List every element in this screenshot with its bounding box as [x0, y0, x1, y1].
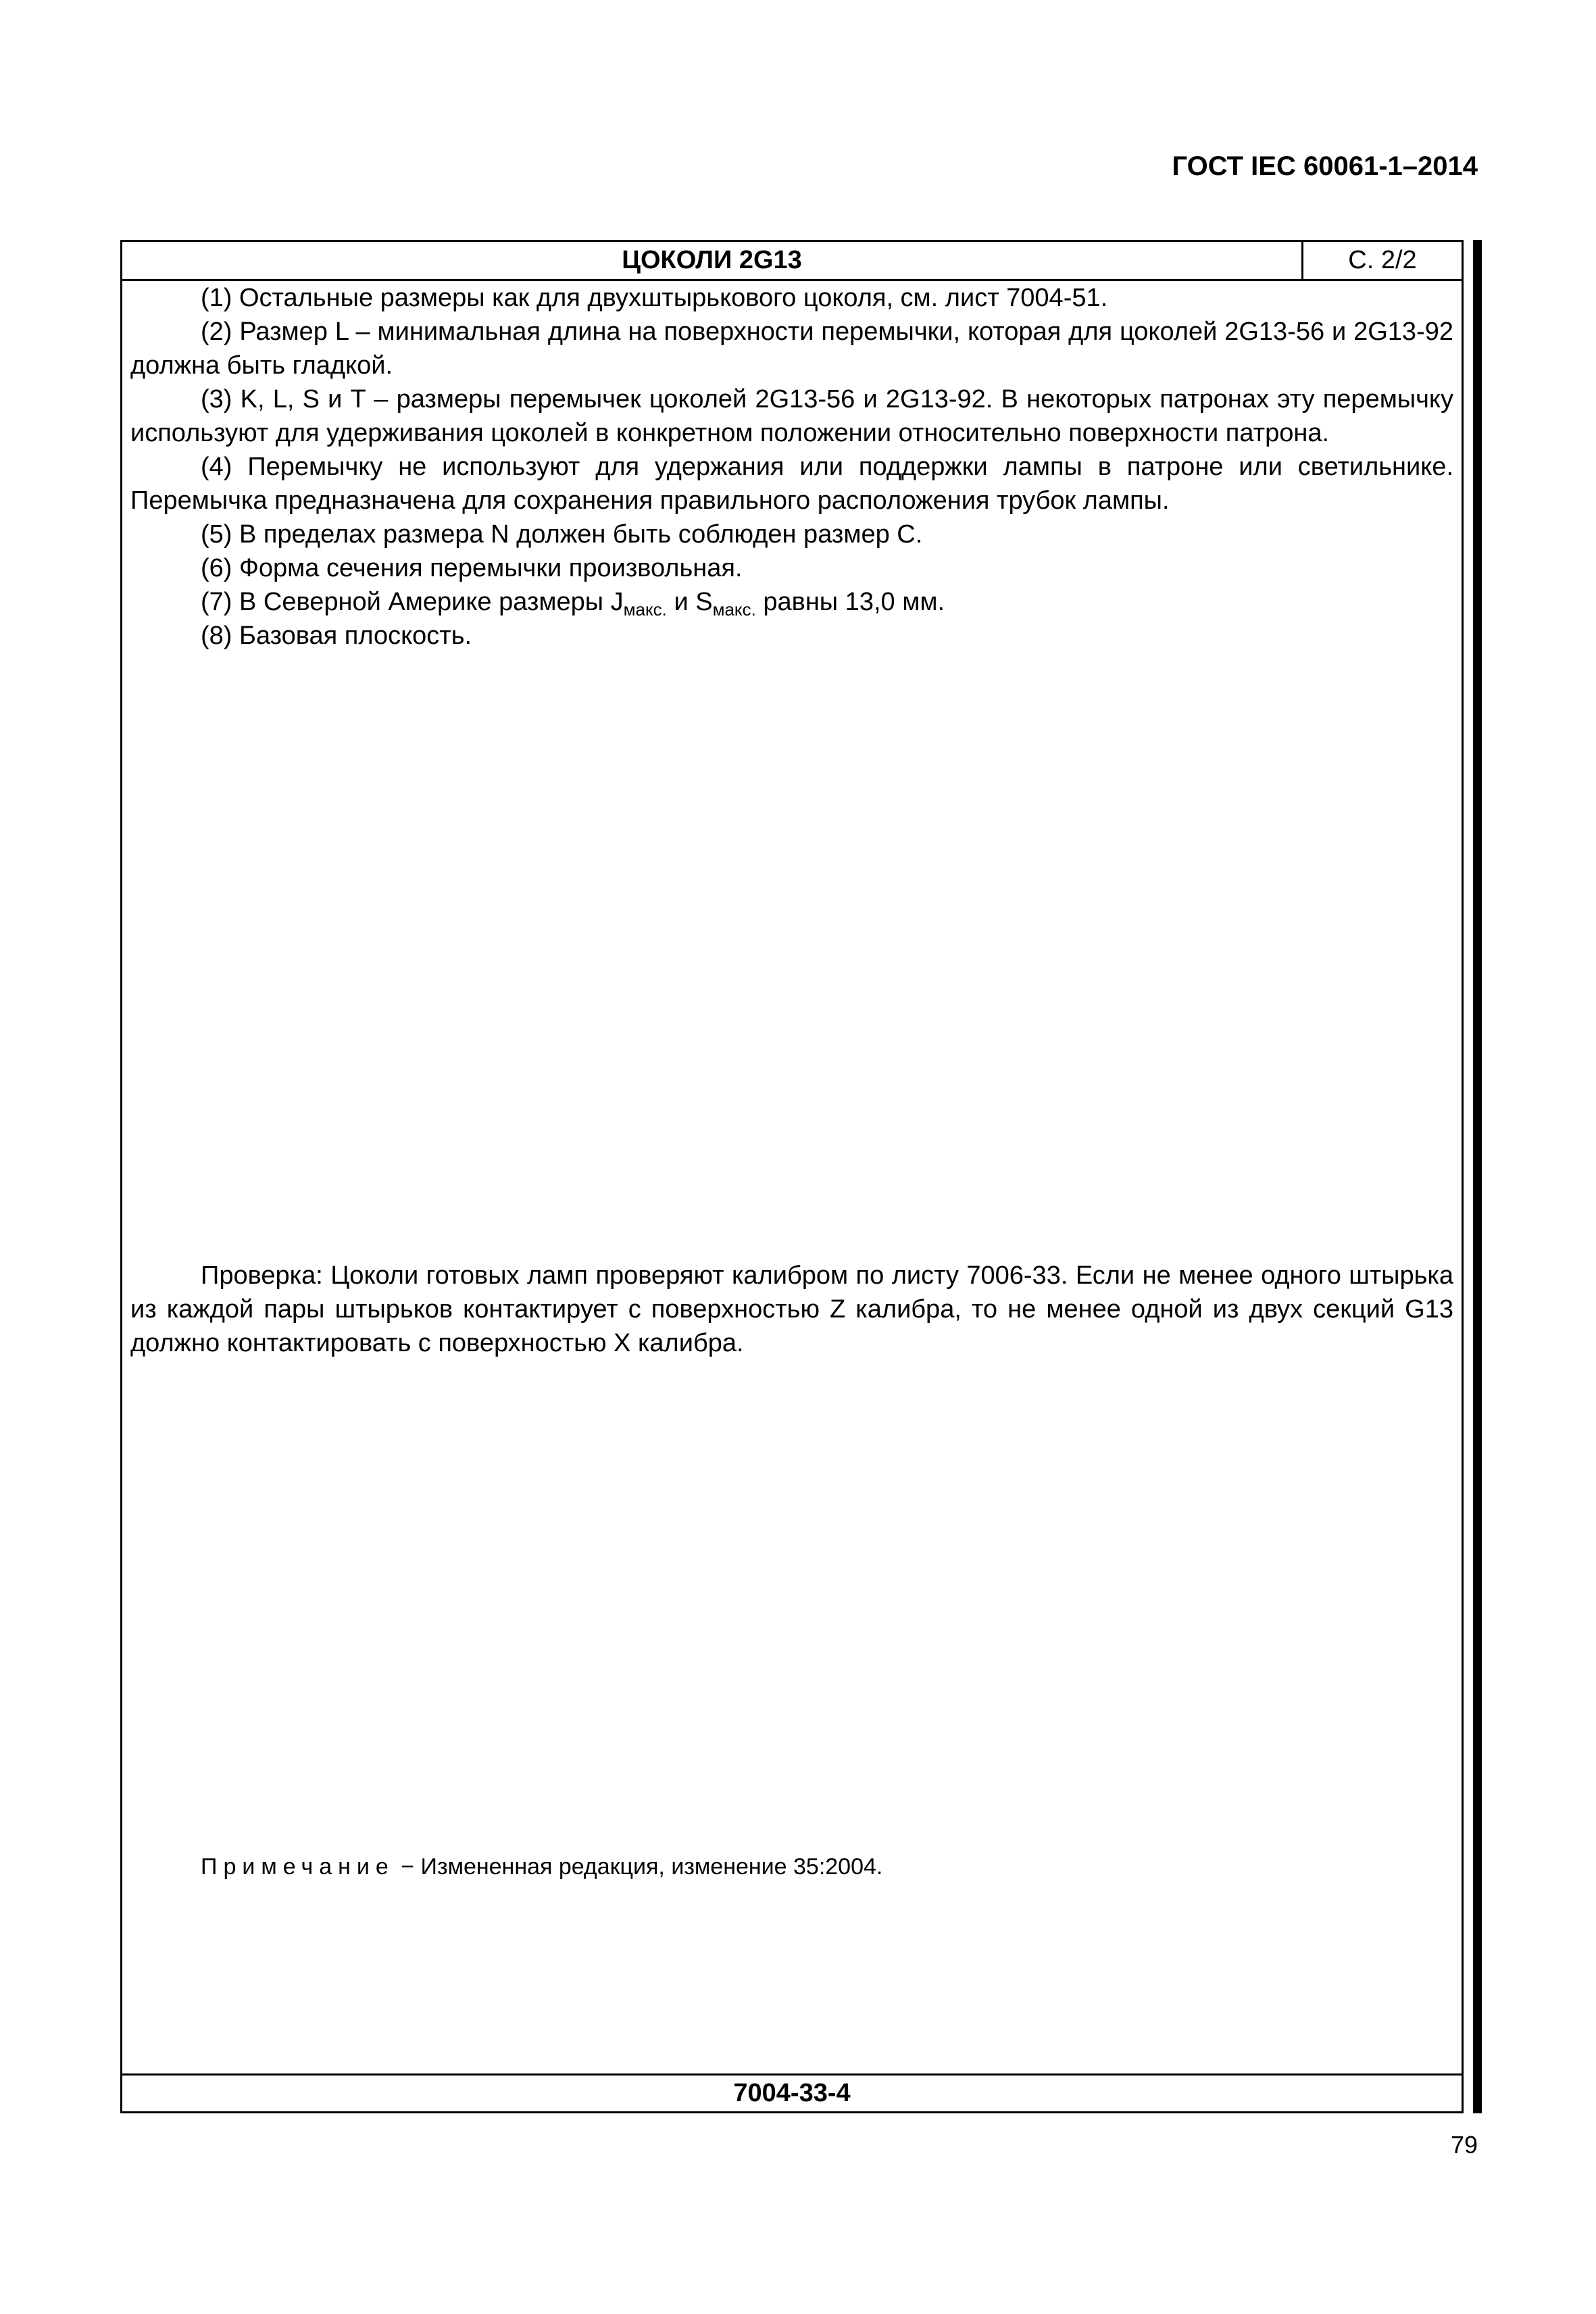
check-section — [130, 1259, 1453, 1360]
standard-sheet-frame — [120, 240, 1464, 2113]
note-7 — [130, 585, 1453, 619]
note-1: (1) Остальные размеры как для двухштырькового цоколя, см. лист 7004-51. — [201, 284, 1108, 312]
note-7-subscript-s: макс. — [712, 599, 756, 620]
note-5: (5) В пределах размера N должен быть соблюден размер C. — [201, 520, 923, 549]
document-code: ГОСТ IEC 60061-1–2014 — [1172, 151, 1478, 181]
sheet-title: ЦОКОЛИ 2G13 — [122, 242, 1303, 279]
check-paragraph: Проверка: Цоколи готовых ламп проверяют калибром по листу 7006-33. Если не менее одного штырька из каждой пары штырьков контактирует с поверхностью Z калибра, то не менее одной из двух секций G13 должно контактировать с поверхностью X калибра. — [130, 1261, 1453, 1357]
page-number: 79 — [1450, 2131, 1478, 2159]
note-3: (3) K, L, S и T – размеры перемычек цоколей 2G13-56 и 2G13-92. В некоторых патронах эту перемычку используют для удерживания цоколей в конкретном положении относительно поверхности патрона. — [130, 385, 1453, 447]
note-7-prefix: (7) В Северной Америке размеры J — [201, 588, 624, 616]
note-7-suffix: равны 13,0 мм. — [755, 588, 945, 616]
margin-change-bar — [1473, 240, 1482, 2113]
note-4: (4) Перемычку не используют для удержания или поддержки лампы в патроне или светильнике. Перемычка предназначена для сохранения правильного расположения трубок лампы. — [130, 453, 1453, 515]
notes-list — [130, 281, 1453, 653]
sheet-page-ref: С. 2/2 — [1348, 246, 1417, 274]
note-7-subscript-j: макс. — [623, 599, 667, 620]
note-6: (6) Форма сечения перемычки произвольная. — [201, 554, 743, 582]
sheet-title-row — [122, 242, 1462, 281]
note-7-middle: и S — [666, 588, 713, 616]
remark — [201, 1851, 882, 1882]
note-2: (2) Размер L – минимальная длина на поверхности перемычки, которая для цоколей 2G13-56 и 2G13-92 должна быть гладкой. — [130, 318, 1453, 380]
sheet-number: 7004-33-4 — [122, 2073, 1462, 2111]
remark-label: Примечание — [201, 1854, 395, 1880]
note-8: (8) Базовая плоскость. — [201, 622, 472, 650]
remark-text: − Измененная редакция, изменение 35:2004. — [394, 1854, 883, 1880]
